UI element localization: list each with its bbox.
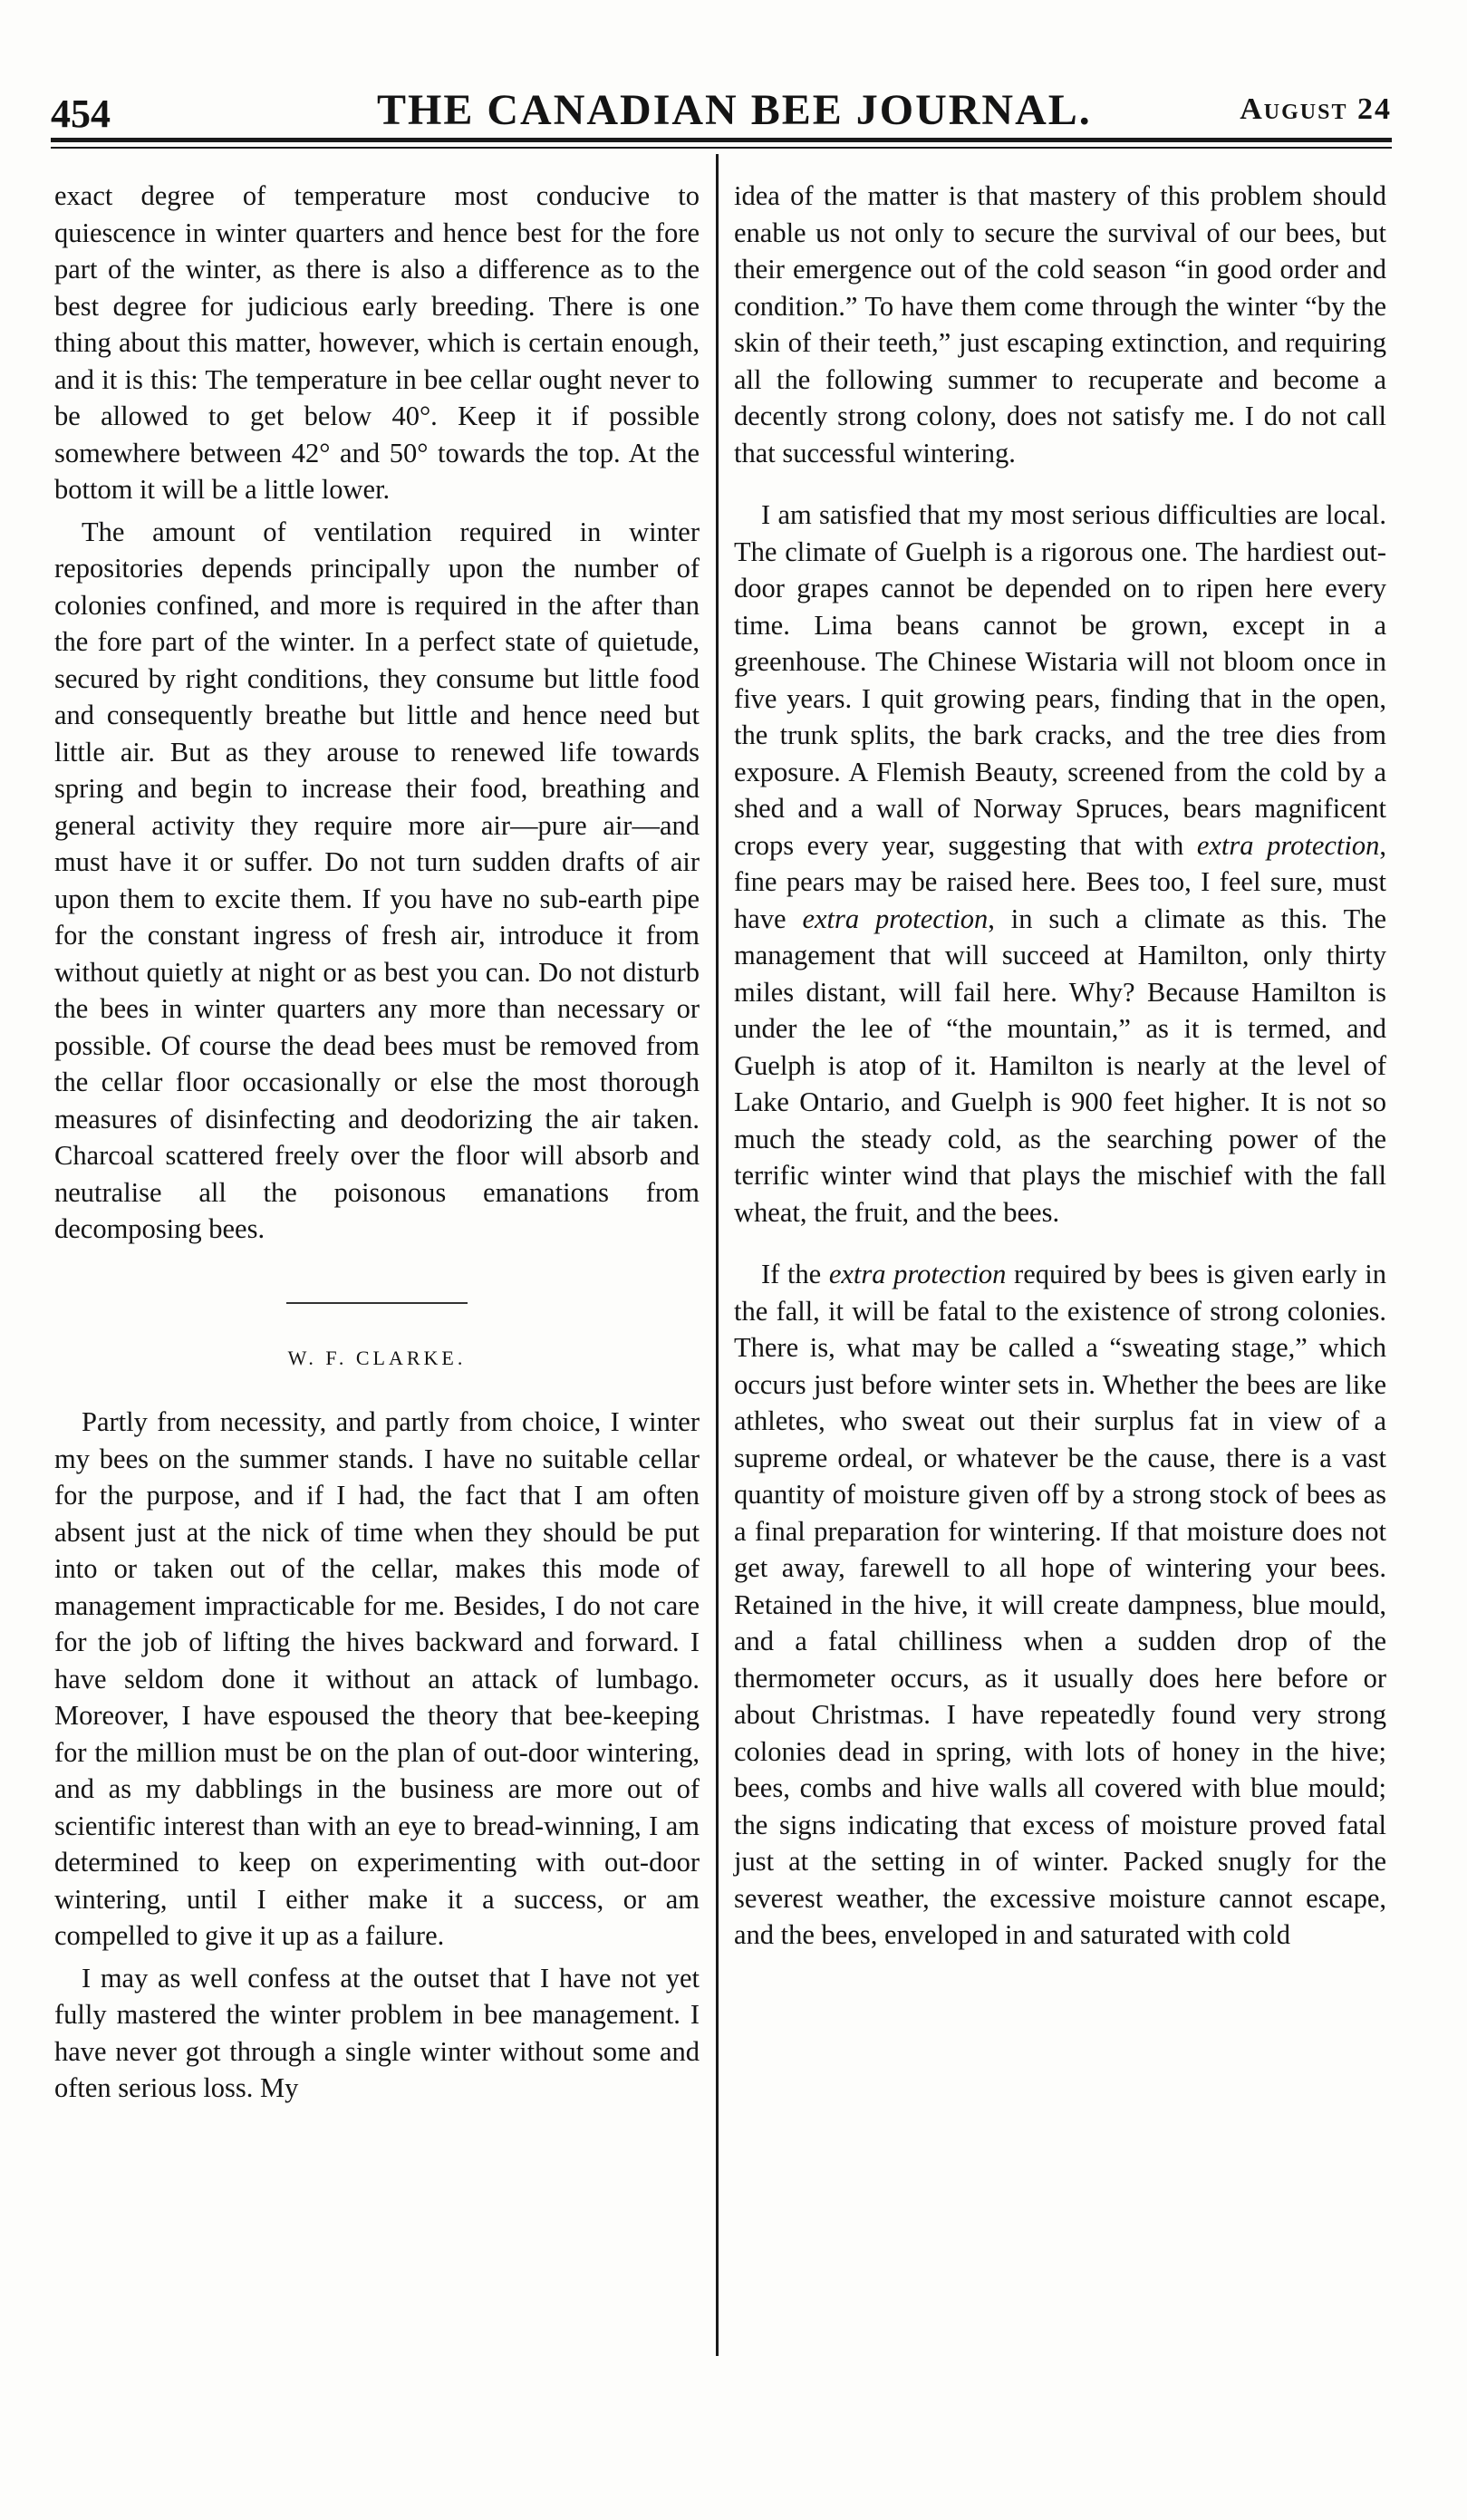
text-run: I am satisfied that my most serious difficulties are local. The climate of Guelph is a rigorous one. The hardiest out-door grapes cannot be depended on to ripen here every time. Lima beans cannot be grown, except in a greenhouse. The Chinese Wistaria will not bloom once in five years. I quit growing pears, finding that in the open, the trunk splits, the bark cracks, and the tree dies from exposure. A Flemish Beauty, screened from the cold by a shed and a wall of Norway Spruces, bears magnificent crops every year, suggesting that with (734, 499, 1386, 861)
paragraph: The amount of ventilation required in winter repositories depends principally upon the number of colonies confined, and more is required in the after than the fore part of the winter. In a perfect state of quietude, secured by right conditions, they consume but little food and consequently breathe but little and hence need but little air. But as they arouse to renewed life towards spring and begin to increase their food, breathing and general activity they require more air—pure air—and must have it or suffer. Do not turn sudden drafts of air upon them to excite them. If you have no sub-earth pipe for the constant ingress of fresh air, introduce it from without quietly at night or as best you can. Do not disturb the bees in winter quarters any more than necessary or possible. Of course the dead bees must be removed from the cellar floor occasionally or else the most thorough measures of disinfecting and deodorizing the air taken. Charcoal scattered freely over the floor will absorb and neutralise all the poisonous emanations from decomposing bees. (54, 516, 700, 1244)
section-separator (286, 1302, 468, 1304)
paragraph: Partly from necessity, and partly from choice, I winter my bees on the summer stands. I have no suitable cellar for the purpose, and if I had, the fact that I am often absent just at the nick of time when they should be put into or taken out of the cellar, makes this mode of management impracticable for me. Besides, I do not care for the job of lifting the hives backward and forward. I have seldom done it without an attack of lumbago. Moreover, I have espoused the theory that bee-keeping for the million must be on the plan of out-door wintering, and as my dabblings in the business are more out of scientific interest than with an eye to bread-winning, I am determined to keep on experimenting with out-door wintering, until I either make it a success, or am compelled to give it up as a failure. (54, 1406, 700, 1951)
italic-text: extra protection (828, 1259, 1007, 1289)
italic-text: extra protection (1196, 829, 1380, 861)
header-rule-thick (51, 138, 1392, 142)
left-column (54, 178, 700, 2107)
text-run: , in such a climate as this. The management that will succeed at Hamilton, only thirty miles distant, will fail here. Why? Because Hamilton is under the lee of “the mountain,” as it is termed, and Guelph is atop of it. Hamilton is nearly at the level of Lake Ontario, and Guelph is 900 feet higher. It is not so much the steady cold, as the searching power of the terrific winter wind that plays the mischief with the fall wheat, the fruit, and the bees. (734, 903, 1386, 1228)
issue-date: August 24 (1240, 92, 1392, 126)
journal-title: THE CANADIAN BEE JOURNAL. (377, 86, 1092, 134)
paragraph (734, 497, 1386, 1231)
page-header (51, 83, 1392, 138)
paragraph: I may as well confess at the outset that I have not yet fully mastered the winter problem in bee management. I have never got through a single winter without some and often serious loss. My (54, 1962, 700, 2103)
paragraph: idea of the matter is that mastery of this problem should enable us not only to secure the survival of our bees, but their emergence out of the cold season “in good order and condition.” To have them come through the winter “by the skin of their teeth,” just escaping extinction, and requiring all the following summer to recuperate and become a decently strong colony, does not satisfy me. I do not call that successful wintering. (734, 180, 1386, 468)
text-run: , fine pears may be raised here. Bees too, I feel sure, must have (734, 829, 1386, 934)
right-column (734, 178, 1386, 1954)
paragraph (734, 1256, 1386, 1954)
column-divider (716, 154, 719, 2356)
author-byline: W. F. CLARKE. (287, 1346, 467, 1369)
header-rule-thin (51, 147, 1392, 149)
paragraph: exact degree of temperature most conducive to quiescence in winter quarters and hence best for the fore part of the winter, as there is also a difference as to the best degree for judicious early breeding. There is one thing about this matter, however, which is certain enough, and it is this: The temperature in bee cellar ought never to be allowed to get below 40°. Keep it if possible somewhere between 42° and 50° towards the top. At the bottom it will be a little lower. (54, 180, 700, 505)
page-number: 454 (51, 92, 111, 136)
text-run: If the (761, 1259, 829, 1289)
italic-text: extra protection (802, 903, 989, 934)
text-run: required by bees is given early in the fall, it will be fatal to the existence of strong colonies. There is, what may be called a “sweating stage,” which occurs just before winter sets in. Whether the bees are like athletes, who sweat out their surplus fat in view of a supreme ordeal, or whatever be the cause, there is a vast quantity of moisture given off by a strong stock of bees as a final preparation for wintering. If that moisture does not get away, farewell to all hope of wintering your bees. Retained in the hive, it will create dampness, blue mould, and a fatal chilliness when a sudden drop of the thermometer occurs, as it usually does here before or about Christmas. I have repeatedly found very strong colonies dead in spring, with lots of honey in the hive; bees, combs and hive walls all covered with blue mould; the signs indicating that excess of moisture proved fatal just at the setting in of winter. Packed snugly for the severest weather, the excessive moisture cannot escape, and the bees, enveloped in and saturated with cold (734, 1259, 1386, 1950)
